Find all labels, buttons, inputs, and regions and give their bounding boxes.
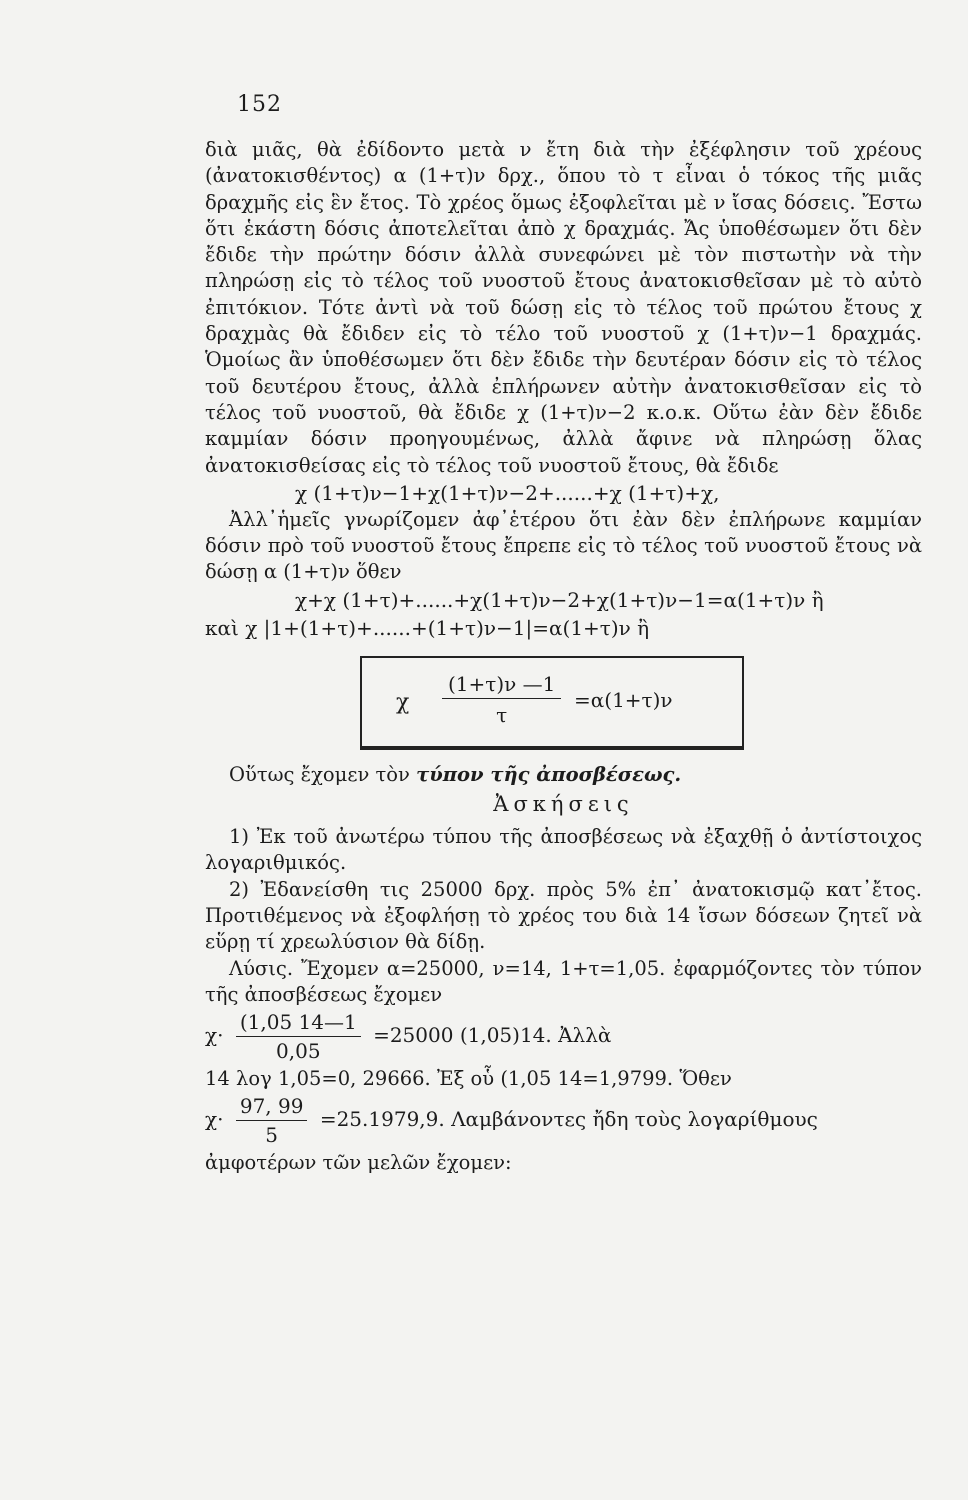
formula-1-lhs: χ·: [205, 1023, 224, 1048]
formula-rhs: =α(1+τ)ν: [574, 687, 673, 712]
formula-2-numerator: 97, 99: [236, 1092, 308, 1121]
final-line: ἀμφοτέρων τῶν μελῶν ἔχομεν:: [205, 1151, 512, 1175]
formula-1-numerator: (1,05 14—1: [236, 1008, 361, 1037]
exercise-2: 2) Ἐδανείσθη τις 25000 δρχ. πρὸς 5% ἐπ᾽ ἀνατοκισμῷ κατ᾽ἔτος. Προτιθέμενος νὰ ἐξοφλήσῃ τὸ χρέος του διὰ 14 ἴσων δόσεων ζητεῖ νὰ εὕρῃ τί χρεωλύσιον θὰ δίδῃ.: [205, 877, 922, 954]
log-line: 14 λογ 1,05=0, 29666. Ἐξ οὗ (1,05 14=1,9799. Ὅθεν: [205, 1067, 732, 1091]
equation-expanded: χ+χ (1+τ)+......+χ(1+τ)ν−2+χ(1+τ)ν−1=α(1+τ)ν ἢ: [295, 587, 824, 612]
formula-2-rhs: =25.1979,9. Λαμβάνοντες ἤδη τοὺς λογαρίθμους: [319, 1107, 818, 1132]
formula-1-rhs: =25000 (1,05)14. Ἀλλὰ: [373, 1023, 612, 1048]
paragraph-alternative: Ἀλλ᾽ἡμεῖς γνωρίζομεν ἀφ᾽ἑτέρου ὅτι ἐὰν δὲν ἐπλήρωνε καμμίαν δόσιν πρὸ τοῦ νυοστοῦ ἔτους ἔπρεπε εἰς τὸ τέλος τοῦ νυοστοῦ ἔτους νὰ δώσῃ α (1+τ)ν ὅθεν: [205, 507, 922, 584]
solution-intro: Λύσις. Ἔχομεν α=25000, ν=14, 1+τ=1,05. ἐφαρμόζοντες τὸν τύπον τῆς ἀποσβέσεως ἔχομεν: [205, 956, 922, 1006]
conclusion-emphasis: τύπον τῆς ἀποσβέσεως.: [416, 762, 682, 786]
formula-lhs: χ: [396, 689, 410, 715]
formula-2-fraction: [236, 1092, 308, 1149]
formula-2-lhs: χ·: [205, 1107, 224, 1132]
conclusion-text: Οὕτως ἔχομεν τὸν: [229, 762, 417, 786]
formula-line-1: [205, 1008, 922, 1066]
formula-box: [360, 656, 744, 748]
page-number: 152: [237, 92, 282, 117]
equation-sum: χ (1+τ)ν−1+χ(1+τ)ν−2+......+χ (1+τ)+χ,: [295, 480, 720, 505]
formula-1-fraction: [236, 1008, 361, 1065]
paragraph-derivation: διὰ μιᾶς, θὰ ἐδίδοντο μετὰ ν ἔτη διὰ τὴν ἐξέφλησιν τοῦ χρέους (ἀνατοκισθέντος) α (1+τ)ν δρχ., ὅπου τὸ τ εἶναι ὁ τόκος τῆς μιᾶς δραχμῆς εἰς ἓν ἔτος. Τὸ χρέος ὅμως ἐξοφλεῖται μὲ ν ἴσας δόσεις. Ἔστω ὅτι ἑκάστη δόσις ἀποτελεῖται ἀπὸ χ δραχμάς. Ἄς ὑποθέσωμεν ὅτι δὲν ἔδιδε τὴν πρώτην δόσιν ἀλλὰ συνεφώνει μὲ τὸν πιστωτὴν νὰ τὴν πληρώσῃ εἰς τὸ τέλος τοῦ νυοστοῦ ἔτους ἀνατοκισθεῖσαν μὲ τὸ αὐτὸ ἐπιτόκιον. Τότε ἀντὶ νὰ τοῦ δώσῃ εἰς τὸ τέλος τοῦ πρώτου ἔτους χ δραχμὰς θὰ ἔδιδεν εἰς τὸ τέλο τοῦ νυοστοῦ χ (1+τ)ν−1 δραχμάς. Ὁμοίως ἂν ὑποθέσωμεν ὅτι δὲν ἔδιδε τὴν δευτέραν δόσιν εἰς τὸ τέλος τοῦ δευτέρου ἔτους, ἀλλὰ ἐπλήρωνεν αὐτὴν ἀνατοκισθεῖσαν εἰς τὸ τέλος τοῦ νυοστοῦ, θὰ ἔδιδε χ (1+τ)ν−2 κ.ο.κ. Οὕτω ἐὰν δὲν ἔδιδε καμμίαν δόσιν προηγουμένως, ἀλλὰ ἄφινε νὰ πληρώσῃ ὅλας ἀνατοκισθείσας εἰς τὸ τέλος τοῦ νυοστοῦ ἔτους, θὰ ἔδιδε: [205, 138, 922, 477]
equation-factored: καὶ χ |1+(1+τ)+......+(1+τ)ν−1|=α(1+τ)ν ἢ: [205, 615, 650, 640]
formula-denominator: τ: [496, 702, 508, 727]
formula-fraction: [442, 672, 561, 727]
formula-2-denominator: 5: [265, 1123, 279, 1148]
formula-1-denominator: 0,05: [276, 1039, 321, 1064]
section-heading-exercises: Ἀσκήσεις: [493, 792, 634, 817]
paragraph-conclusion: [205, 762, 922, 788]
formula-numerator: (1+τ)ν —1: [442, 672, 561, 699]
formula-line-2: [205, 1092, 922, 1150]
exercise-1: 1) Ἐκ τοῦ ἀνωτέρω τύπου τῆς ἀποσβέσεως νὰ ἐξαχθῇ ὁ ἀντίστοιχος λογαριθμικός.: [205, 825, 922, 875]
